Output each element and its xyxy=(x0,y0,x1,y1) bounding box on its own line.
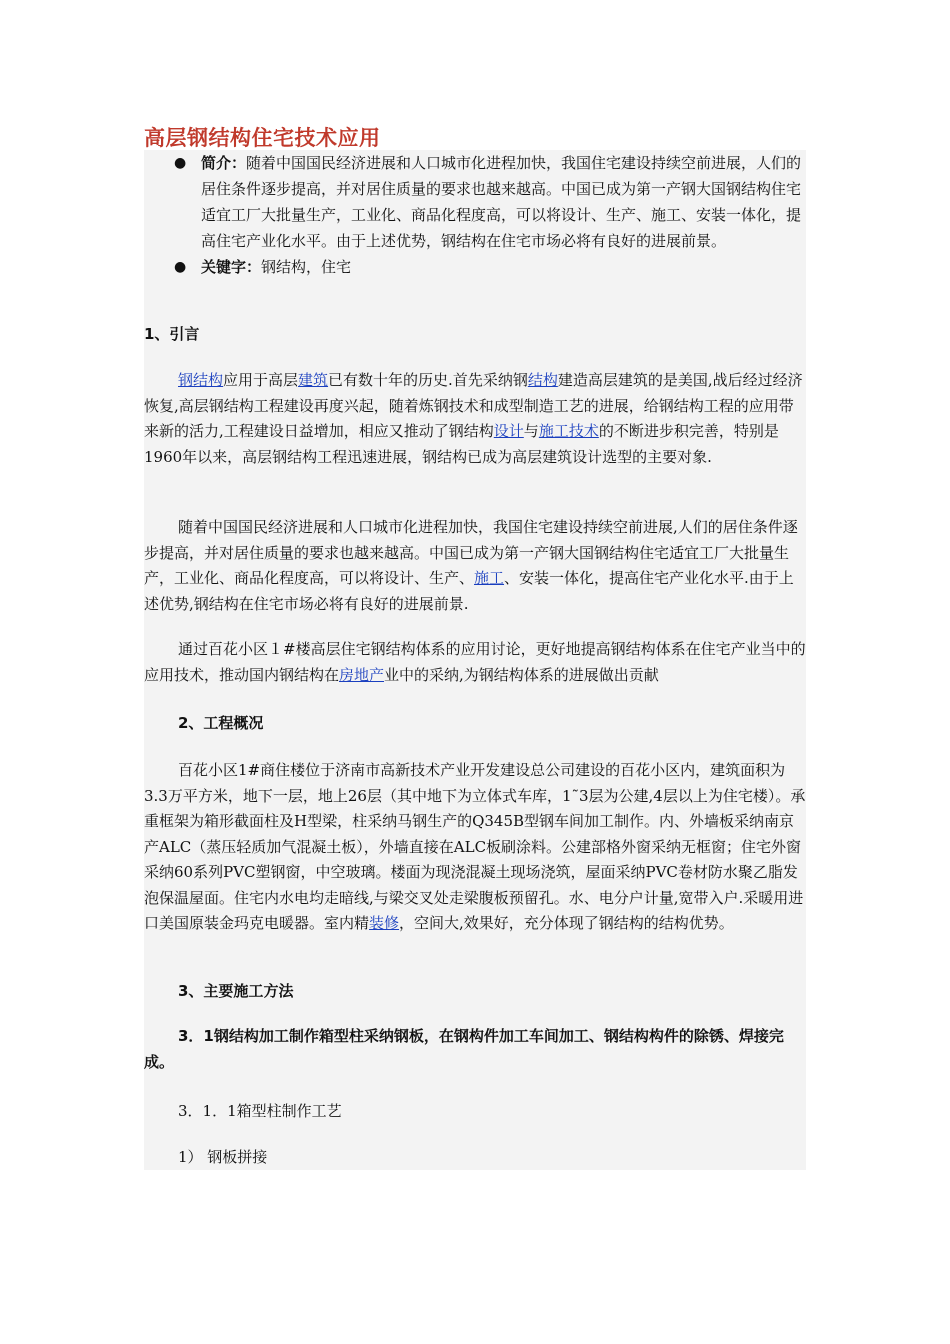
link-structure[interactable]: 结构 xyxy=(527,371,558,389)
paragraph: 通过百花小区１#楼高层住宅钢结构体系的应用讨论，更好地提高钢结构体系在住宅产业当中的应用技术，推动国内钢结构在房地产业中的采纳,为钢结构体系的进展做出贡献 xyxy=(144,640,806,684)
list-item-keywords xyxy=(144,254,806,280)
list-item-intro xyxy=(144,150,806,254)
paragraph: 钢结构应用于高层建筑已有数十年的历史.首先采纳钢结构建造高层建筑的是美国,战后经过经济恢复,高层钢结构工程建设再度兴起，随着炼钢技术和成型制造工艺的进展，给钢结构工程的应用带来新的活力,工程建设日益增加，相应又推动了钢结构设计与施工技术的不断进步积完善，特别是1960年以来，高层钢结构工程迅速进展，钢结构已成为高层建筑设计选型的主要对象. xyxy=(144,371,803,466)
section-heading-overview: 2、工程概况 xyxy=(178,714,264,732)
subsection-heading: 1） 钢板拼接 xyxy=(178,1148,268,1166)
keywords-text: 钢结构，住宅 xyxy=(261,258,352,276)
link-construction[interactable]: 施工 xyxy=(474,569,505,587)
link-building[interactable]: 建筑 xyxy=(298,371,329,389)
link-design[interactable]: 设计 xyxy=(493,422,524,440)
link-real-estate[interactable]: 房地产 xyxy=(339,665,385,684)
section-heading-methods: 3、主要施工方法 xyxy=(178,982,294,1000)
paragraph: 百花小区1#商住楼位于济南市高新技术产业开发建设总公司建设的百花小区内，建筑面积为3.3万平方米，地下一层，地上26层（其中地下为立体式车库，1˜3层为公建,4层以上为住宅楼）。承重框架为箱形截面柱及H型梁，柱采纳马钢生产的Q345B型钢车间加工制作。内、外墙板采纳南京产ALC（蒸压轻质加气混凝土板），外墙直接在ALC板刷涂料。公建部格外窗采纳无框窗；住宅外窗采纳60系列PVC塑钢窗，中空玻璃。楼面为现浇混凝土现场浇筑，屋面采纳PVC卷材防水聚乙脂发泡保温屋面。住宅内水电均走暗线,与梁交叉处走梁腹板预留孔。水、电分户计量,宽带入户.采暖用进口美国原装金玛克电暖器。室内精装修，空间大,效果好，充分体现了钢结构的结构优势。 xyxy=(144,761,806,932)
section-heading-intro: 1、引言 xyxy=(144,325,200,343)
intro-text: 随着中国国民经济进展和人口城市化进程加快，我国住宅建设持续空前进展，人们的居住条件逐步提高，并对居住质量的要求也越来越高。中国已成为第一产钢大国钢结构住宅适宜工厂大批量生产，工业化、商品化程度高，可以将设计、生产、施工、安装一体化，提高住宅产业化水平。由于上述优势，钢结构在住宅市场必将有良好的进展前景。 xyxy=(201,154,802,250)
link-decoration[interactable]: 装修 xyxy=(369,914,400,932)
paragraph: 随着中国国民经济进展和人口城市化进程加快，我国住宅建设持续空前进展,人们的居住条件逐步提高，并对居住质量的要求也越来越高。中国已成为第一产钢大国钢结构住宅适宜工厂大批量生产，工业化、商品化程度高，可以将设计、生产、施工、安装一体化，提高住宅产业化水平.由于上述优势,钢结构在住宅市场必将有良好的进展前景. xyxy=(144,518,798,613)
subsection-heading: 3．1钢结构加工制作箱型柱采纳钢板，在钢构件加工车间加工、钢结构构件的除锈、焊接完成。 xyxy=(144,1027,784,1071)
link-construction-tech[interactable]: 施工技术 xyxy=(538,422,599,440)
bullet-icon: ● xyxy=(174,259,187,275)
link-steel-structure[interactable]: 钢结构 xyxy=(178,371,224,389)
keywords-label: 关键字： xyxy=(201,258,262,276)
meta-list xyxy=(144,150,806,280)
intro-label: 简介： xyxy=(201,154,247,172)
page-title: 高层钢结构住宅技术应用 xyxy=(144,126,381,150)
bullet-icon: ● xyxy=(174,155,187,171)
subsection-heading: 3．1．1箱型柱制作工艺 xyxy=(178,1102,342,1120)
